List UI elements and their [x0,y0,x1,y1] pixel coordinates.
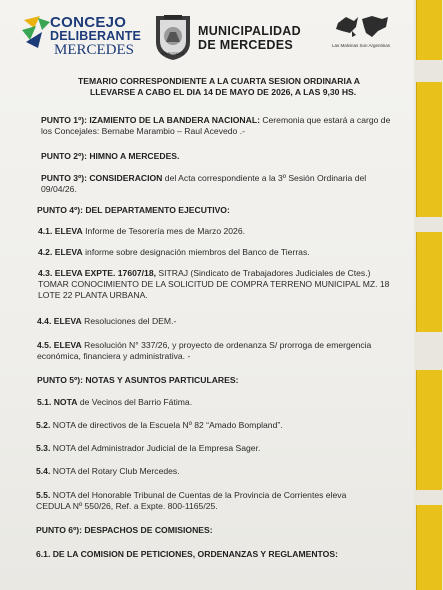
punto-1-text-b: los Concejales: Bernabe Marambio – Raul Acevedo .- [41,126,245,136]
item-4-3-text-a: SITRAJ (Sindicato de Trabajadores Judiciales de Ctes.) [156,268,371,278]
item-5-5-text-a: NOTA del Honorable Tribunal de Cuentas de la Provincia de Corrientes eleva [50,490,347,500]
item-5-1-text: de Vecinos del Barrio Fátima. [77,397,193,407]
yellow-tab [416,82,442,217]
muni-line-1: MUNICIPALIDAD [198,24,301,38]
temario-line-2: LLEVARSE A CABO EL DIA 14 DE MAYO DE 2026, A LAS 9,30 HS. [90,87,357,97]
item-4-5 [37,340,371,350]
yellow-tab [416,505,442,590]
item-5-4-text: NOTA del Rotary Club Mercedes. [50,466,180,476]
logo-line-mercedes: MERCEDES [54,42,135,58]
item-4-3-label: 4.3. ELEVA EXPTE. 17607/18, [38,268,156,278]
concejo-emblem-icon [20,14,54,54]
item-4-3-text-c: LOTE 22 PLANTA URBANA. [38,290,148,300]
punto-1-label: PUNTO 1º): IZAMIENTO DE LA BANDERA NACIONAL: [41,115,260,125]
item-4-4 [37,316,176,326]
punto-5-label: PUNTO 5º): NOTAS Y ASUNTOS PARTICULARES: [37,375,239,385]
item-4-4-text: Resoluciones del DEM.- [81,316,177,326]
concejo-logo [20,14,150,62]
punto-3-label: PUNTO 3º): CONSIDERACION [41,173,163,183]
binder-edge [414,0,443,590]
item-4-5-text-b: económica, financiera y administrativa. - [37,351,191,361]
seal-label: MERCEDES [161,51,185,56]
item-5-2-text: NOTA de directivos de la Escuela Nº 82 “Amado Bompland”. [50,420,283,430]
item-4-3-text-b: TOMAR CONOCIMIENTO DE LA SOLICITUD DE COMPRA TERRENO MUNICIPAL MZ. 18 [38,279,390,289]
punto-6-label: PUNTO 6º): DESPACHOS DE COMISIONES: [36,525,213,535]
malvinas-logo [332,13,392,53]
item-5-2 [36,420,283,430]
item-5-1 [37,397,192,407]
item-5-3-text: NOTA del Administrador Judicial de la Empresa Sager. [50,443,261,453]
muni-line-2: DE MERCEDES [198,38,293,52]
item-4-2-label: 4.2. ELEVA [38,247,83,257]
punto-3-text-b: 09/04/26. [41,184,77,194]
logo-line-deliberante: DELIBERANTE [50,29,142,43]
punto-1-text-a: Ceremonia que estará a cargo de [259,115,391,125]
item-5-5-label: 5.5. [36,490,51,500]
item-4-2-text: informe sobre designación miembros del Banco de Tierras. [82,247,310,257]
municipal-seal [152,12,194,62]
item-5-4 [36,466,180,476]
item-4-1-label: 4.1. ELEVA [38,226,83,236]
punto-3 [41,173,366,183]
punto-3-text-a: del Acta correspondiente a la 3º Sesión Ordinaria del [162,173,367,183]
item-5-5 [36,490,346,500]
yellow-tab [416,232,442,332]
logo-line-concejo: CONCEJO [50,14,127,31]
item-5-1-label: 5.1. NOTA [37,397,78,407]
item-4-4-label: 4.4. ELEVA [37,316,82,326]
malvinas-caption: Las Malvinas Son Argentinas [332,43,391,48]
yellow-tab [416,370,442,490]
item-5-4-label: 5.4. [36,466,51,476]
item-5-3-label: 5.3. [36,443,51,453]
item-4-1 [38,226,245,236]
item-4-3 [38,268,370,278]
item-4-1-text: Informe de Tesorería mes de Marzo 2026. [82,226,245,236]
item-4-2 [38,247,310,257]
item-5-5-text-b: CEDULA Nº 550/26, Ref. a Expte. 800-1165/25. [36,501,218,511]
punto-1 [41,115,390,125]
municipalidad-title [198,24,301,52]
punto-2-label: PUNTO 2º): HIMNO A MERCEDES. [41,151,180,161]
item-5-3 [36,443,260,453]
letterhead [0,0,414,62]
item-4-5-text-a: Resolución N° 337/26, y proyecto de ordenanza S/ prorroga de emergencia [81,340,372,350]
item-4-5-label: 4.5. ELEVA [37,340,82,350]
punto-4-label: PUNTO 4º): DEL DEPARTAMENTO EJECUTIVO: [37,205,230,215]
yellow-tab [416,0,442,60]
temario-line-1: TEMARIO CORRESPONDIENTE A LA CUARTA SESION ORDINARIA A [78,76,361,86]
malvinas-islands-icon [332,13,392,43]
item-5-2-label: 5.2. [36,420,51,430]
item-6-1-label: 6.1. DE LA COMISION DE PETICIONES, ORDENANZAS Y REGLAMENTOS: [36,549,338,559]
